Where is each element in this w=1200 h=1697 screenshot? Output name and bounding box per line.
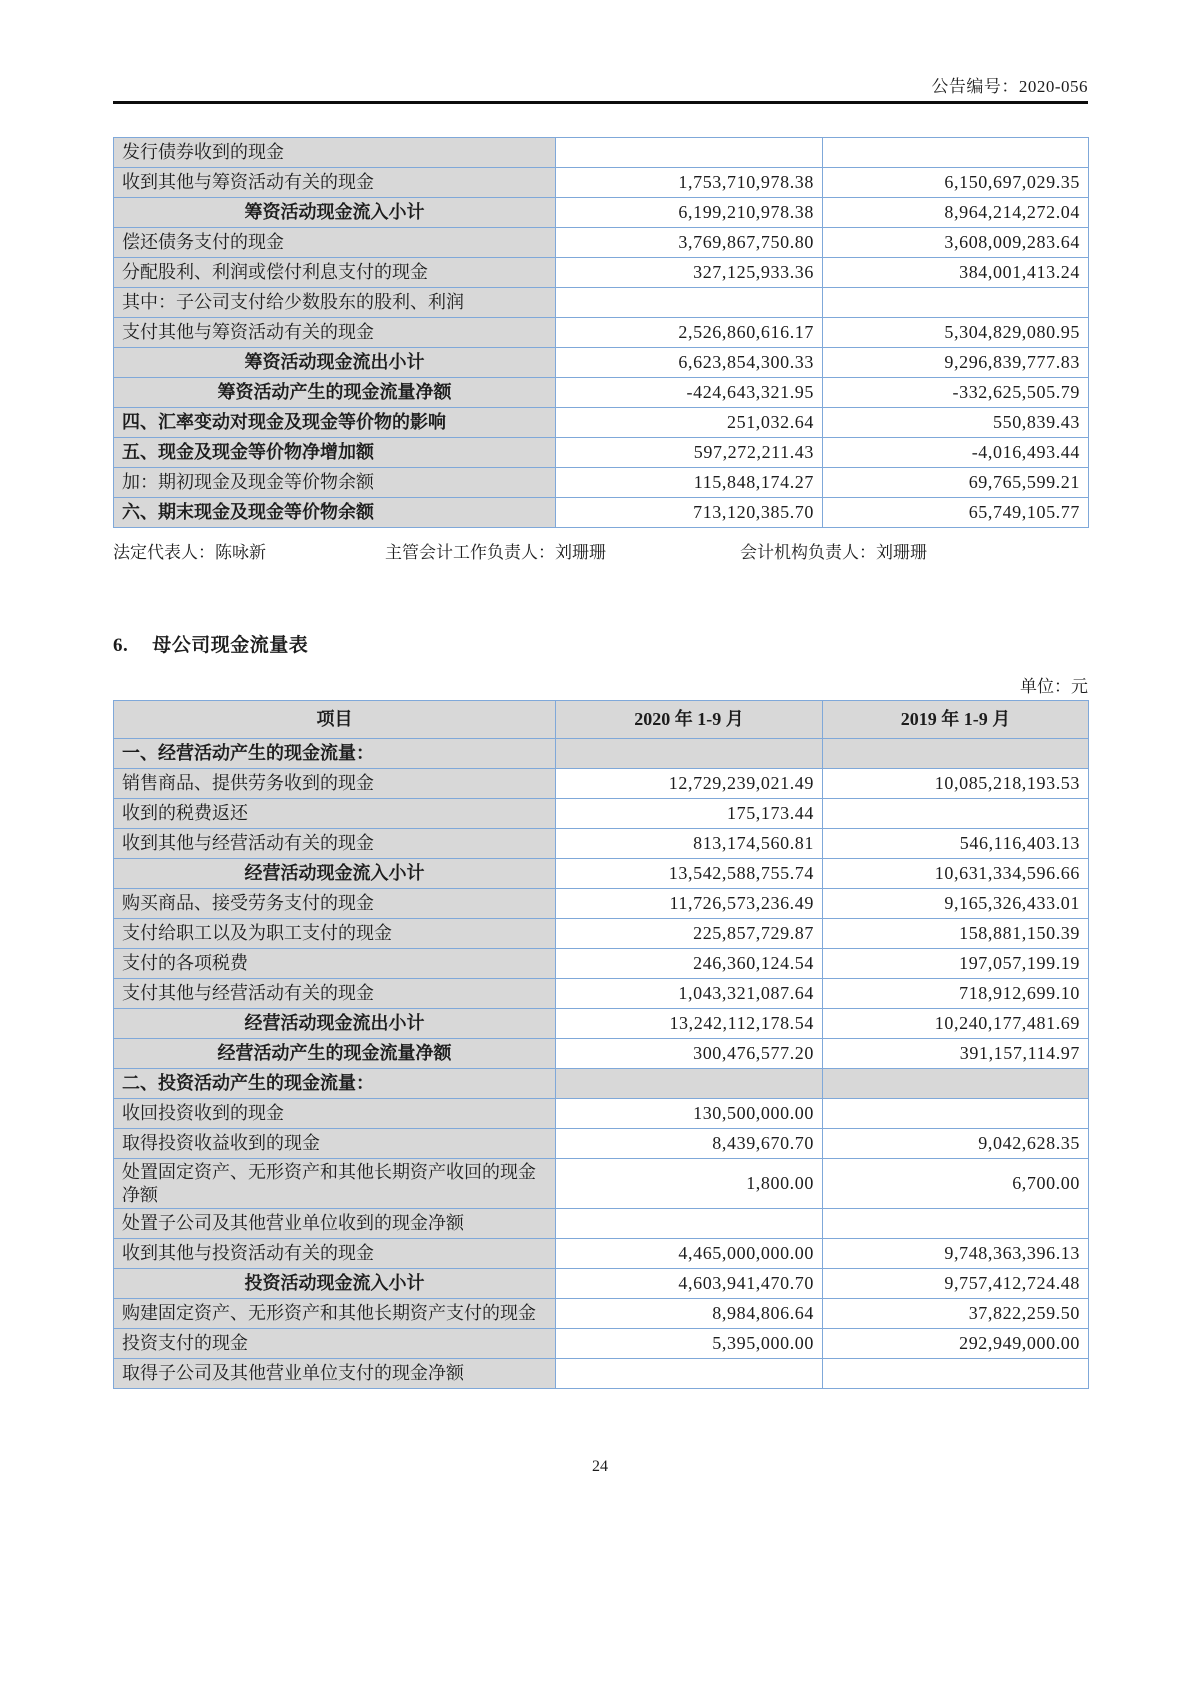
table-row xyxy=(114,1239,1089,1269)
row-label: 收到其他与经营活动有关的现金 xyxy=(114,829,556,859)
table-row xyxy=(114,799,1089,829)
table-row xyxy=(114,408,1089,438)
row-label: 支付的各项税费 xyxy=(114,949,556,979)
column-header-2020: 2020 年 1-9 月 xyxy=(556,701,823,739)
row-label: 取得投资收益收到的现金 xyxy=(114,1129,556,1159)
value-2020 xyxy=(556,739,823,769)
value-2020: 713,120,385.70 xyxy=(556,498,823,528)
value-2020: 2,526,860,616.17 xyxy=(556,318,823,348)
table-row xyxy=(114,1069,1089,1099)
column-header-2019: 2019 年 1-9 月 xyxy=(823,701,1089,739)
value-2019: 292,949,000.00 xyxy=(823,1329,1089,1359)
row-label: 发行债券收到的现金 xyxy=(114,138,556,168)
value-2020: 327,125,933.36 xyxy=(556,258,823,288)
value-2020: 13,242,112,178.54 xyxy=(556,1009,823,1039)
table-row xyxy=(114,829,1089,859)
chief-accountant: 主管会计工作负责人：刘珊珊 xyxy=(385,543,606,562)
row-label: 其中：子公司支付给少数股东的股利、利润 xyxy=(114,288,556,318)
table-row xyxy=(114,769,1089,799)
value-2019 xyxy=(823,799,1089,829)
row-label: 二、投资活动产生的现金流量： xyxy=(114,1069,556,1099)
value-2019: 546,116,403.13 xyxy=(823,829,1089,859)
row-label: 收回投资收到的现金 xyxy=(114,1099,556,1129)
value-2020: 11,726,573,236.49 xyxy=(556,889,823,919)
value-2019: 550,839.43 xyxy=(823,408,1089,438)
accounting-dept-head: 会计机构负责人：刘珊珊 xyxy=(740,543,927,562)
value-2019: 10,240,177,481.69 xyxy=(823,1009,1089,1039)
section-title: 母公司现金流量表 xyxy=(152,635,309,656)
row-label: 投资支付的现金 xyxy=(114,1329,556,1359)
row-label: 分配股利、利润或偿付利息支付的现金 xyxy=(114,258,556,288)
value-2019 xyxy=(823,739,1089,769)
value-2019: 8,964,214,272.04 xyxy=(823,198,1089,228)
table-row xyxy=(114,138,1089,168)
value-2019: 9,748,363,396.13 xyxy=(823,1239,1089,1269)
table-row xyxy=(114,498,1089,528)
table-row xyxy=(114,378,1089,408)
section-heading xyxy=(113,630,308,657)
value-2019: 718,912,699.10 xyxy=(823,979,1089,1009)
value-2020: 251,032.64 xyxy=(556,408,823,438)
parent-company-cash-flow-table xyxy=(113,700,1089,1389)
row-label: 偿还债务支付的现金 xyxy=(114,228,556,258)
value-2020: 175,173.44 xyxy=(556,799,823,829)
table-row xyxy=(114,1269,1089,1299)
table-row xyxy=(114,438,1089,468)
value-2020: 813,174,560.81 xyxy=(556,829,823,859)
value-2020: 1,043,321,087.64 xyxy=(556,979,823,1009)
table-header-row xyxy=(114,701,1089,739)
value-2020: 3,769,867,750.80 xyxy=(556,228,823,258)
value-2019: 158,881,150.39 xyxy=(823,919,1089,949)
row-label: 六、期末现金及现金等价物余额 xyxy=(114,498,556,528)
row-label: 处置固定资产、无形资产和其他长期资产收回的现金净额 xyxy=(114,1159,556,1209)
row-label: 加：期初现金及现金等价物余额 xyxy=(114,468,556,498)
row-label: 支付其他与经营活动有关的现金 xyxy=(114,979,556,1009)
row-label: 投资活动现金流入小计 xyxy=(114,1269,556,1299)
row-label: 经营活动现金流入小计 xyxy=(114,859,556,889)
row-label: 四、汇率变动对现金及现金等价物的影响 xyxy=(114,408,556,438)
value-2020 xyxy=(556,1209,823,1239)
value-2019: 9,042,628.35 xyxy=(823,1129,1089,1159)
row-label: 取得子公司及其他营业单位支付的现金净额 xyxy=(114,1359,556,1389)
row-label: 支付其他与筹资活动有关的现金 xyxy=(114,318,556,348)
table-row xyxy=(114,1039,1089,1069)
value-2019 xyxy=(823,1069,1089,1099)
table-row xyxy=(114,318,1089,348)
value-2019 xyxy=(823,1359,1089,1389)
row-label: 处置子公司及其他营业单位收到的现金净额 xyxy=(114,1209,556,1239)
table-row xyxy=(114,739,1089,769)
row-label: 收到其他与筹资活动有关的现金 xyxy=(114,168,556,198)
value-2019 xyxy=(823,1099,1089,1129)
value-2019: 5,304,829,080.95 xyxy=(823,318,1089,348)
value-2020: 115,848,174.27 xyxy=(556,468,823,498)
table-row xyxy=(114,228,1089,258)
page-number: 24 xyxy=(592,1458,608,1475)
table-row xyxy=(114,1359,1089,1389)
row-label: 收到其他与投资活动有关的现金 xyxy=(114,1239,556,1269)
value-2019: 391,157,114.97 xyxy=(823,1039,1089,1069)
row-label: 购建固定资产、无形资产和其他长期资产支付的现金 xyxy=(114,1299,556,1329)
table-row xyxy=(114,1159,1089,1209)
table-row xyxy=(114,198,1089,228)
table-row xyxy=(114,288,1089,318)
value-2019: 6,150,697,029.35 xyxy=(823,168,1089,198)
value-2019: 9,296,839,777.83 xyxy=(823,348,1089,378)
row-label: 筹资活动产生的现金流量净额 xyxy=(114,378,556,408)
table-row xyxy=(114,1129,1089,1159)
row-label: 经营活动产生的现金流量净额 xyxy=(114,1039,556,1069)
value-2019: 65,749,105.77 xyxy=(823,498,1089,528)
row-label: 五、现金及现金等价物净增加额 xyxy=(114,438,556,468)
value-2020: -424,643,321.95 xyxy=(556,378,823,408)
row-label: 购买商品、接受劳务支付的现金 xyxy=(114,889,556,919)
value-2019: 9,757,412,724.48 xyxy=(823,1269,1089,1299)
announcement-number: 公告编号：2020-056 xyxy=(931,77,1088,96)
value-2020: 5,395,000.00 xyxy=(556,1329,823,1359)
value-2020: 1,800.00 xyxy=(556,1159,823,1209)
value-2020 xyxy=(556,1359,823,1389)
value-2019 xyxy=(823,1209,1089,1239)
value-2019: 3,608,009,283.64 xyxy=(823,228,1089,258)
value-2019 xyxy=(823,288,1089,318)
value-2020 xyxy=(556,288,823,318)
financing-cash-flow-table-continued xyxy=(113,137,1089,528)
legal-representative: 法定代表人：陈咏新 xyxy=(113,543,266,562)
value-2019: -332,625,505.79 xyxy=(823,378,1089,408)
value-2020: 130,500,000.00 xyxy=(556,1099,823,1129)
table-row xyxy=(114,949,1089,979)
section-number: 6. xyxy=(113,635,129,656)
value-2020: 225,857,729.87 xyxy=(556,919,823,949)
table-row xyxy=(114,1299,1089,1329)
value-2020: 8,984,806.64 xyxy=(556,1299,823,1329)
value-2020: 6,623,854,300.33 xyxy=(556,348,823,378)
value-2020: 246,360,124.54 xyxy=(556,949,823,979)
value-2020: 300,476,577.20 xyxy=(556,1039,823,1069)
value-2020 xyxy=(556,138,823,168)
value-2019: 197,057,199.19 xyxy=(823,949,1089,979)
table-row xyxy=(114,889,1089,919)
value-2020: 4,465,000,000.00 xyxy=(556,1239,823,1269)
table-row xyxy=(114,168,1089,198)
value-2020 xyxy=(556,1069,823,1099)
value-2019: 10,085,218,193.53 xyxy=(823,769,1089,799)
value-2020: 597,272,211.43 xyxy=(556,438,823,468)
value-2019: 37,822,259.50 xyxy=(823,1299,1089,1329)
value-2020: 12,729,239,021.49 xyxy=(556,769,823,799)
table-row xyxy=(114,468,1089,498)
table-row xyxy=(114,1009,1089,1039)
value-2019: 10,631,334,596.66 xyxy=(823,859,1089,889)
table-row xyxy=(114,859,1089,889)
row-label: 筹资活动现金流出小计 xyxy=(114,348,556,378)
value-2019: 69,765,599.21 xyxy=(823,468,1089,498)
row-label: 支付给职工以及为职工支付的现金 xyxy=(114,919,556,949)
table-row xyxy=(114,258,1089,288)
table-row xyxy=(114,919,1089,949)
row-label: 一、经营活动产生的现金流量： xyxy=(114,739,556,769)
value-2020: 1,753,710,978.38 xyxy=(556,168,823,198)
row-label: 经营活动现金流出小计 xyxy=(114,1009,556,1039)
value-2019: -4,016,493.44 xyxy=(823,438,1089,468)
table-row xyxy=(114,1329,1089,1359)
value-2020: 6,199,210,978.38 xyxy=(556,198,823,228)
column-header-item: 项目 xyxy=(114,701,556,739)
value-2019: 9,165,326,433.01 xyxy=(823,889,1089,919)
unit-note: 单位：元 xyxy=(1020,677,1088,696)
value-2019: 384,001,413.24 xyxy=(823,258,1089,288)
value-2019: 6,700.00 xyxy=(823,1159,1089,1209)
value-2020: 4,603,941,470.70 xyxy=(556,1269,823,1299)
signature-line xyxy=(113,538,1088,562)
table-row xyxy=(114,1209,1089,1239)
header-divider xyxy=(113,101,1088,104)
row-label: 筹资活动现金流入小计 xyxy=(114,198,556,228)
table-row xyxy=(114,348,1089,378)
row-label: 收到的税费返还 xyxy=(114,799,556,829)
value-2020: 13,542,588,755.74 xyxy=(556,859,823,889)
row-label: 销售商品、提供劳务收到的现金 xyxy=(114,769,556,799)
table-row xyxy=(114,979,1089,1009)
table-row xyxy=(114,1099,1089,1129)
value-2019 xyxy=(823,138,1089,168)
value-2020: 8,439,670.70 xyxy=(556,1129,823,1159)
